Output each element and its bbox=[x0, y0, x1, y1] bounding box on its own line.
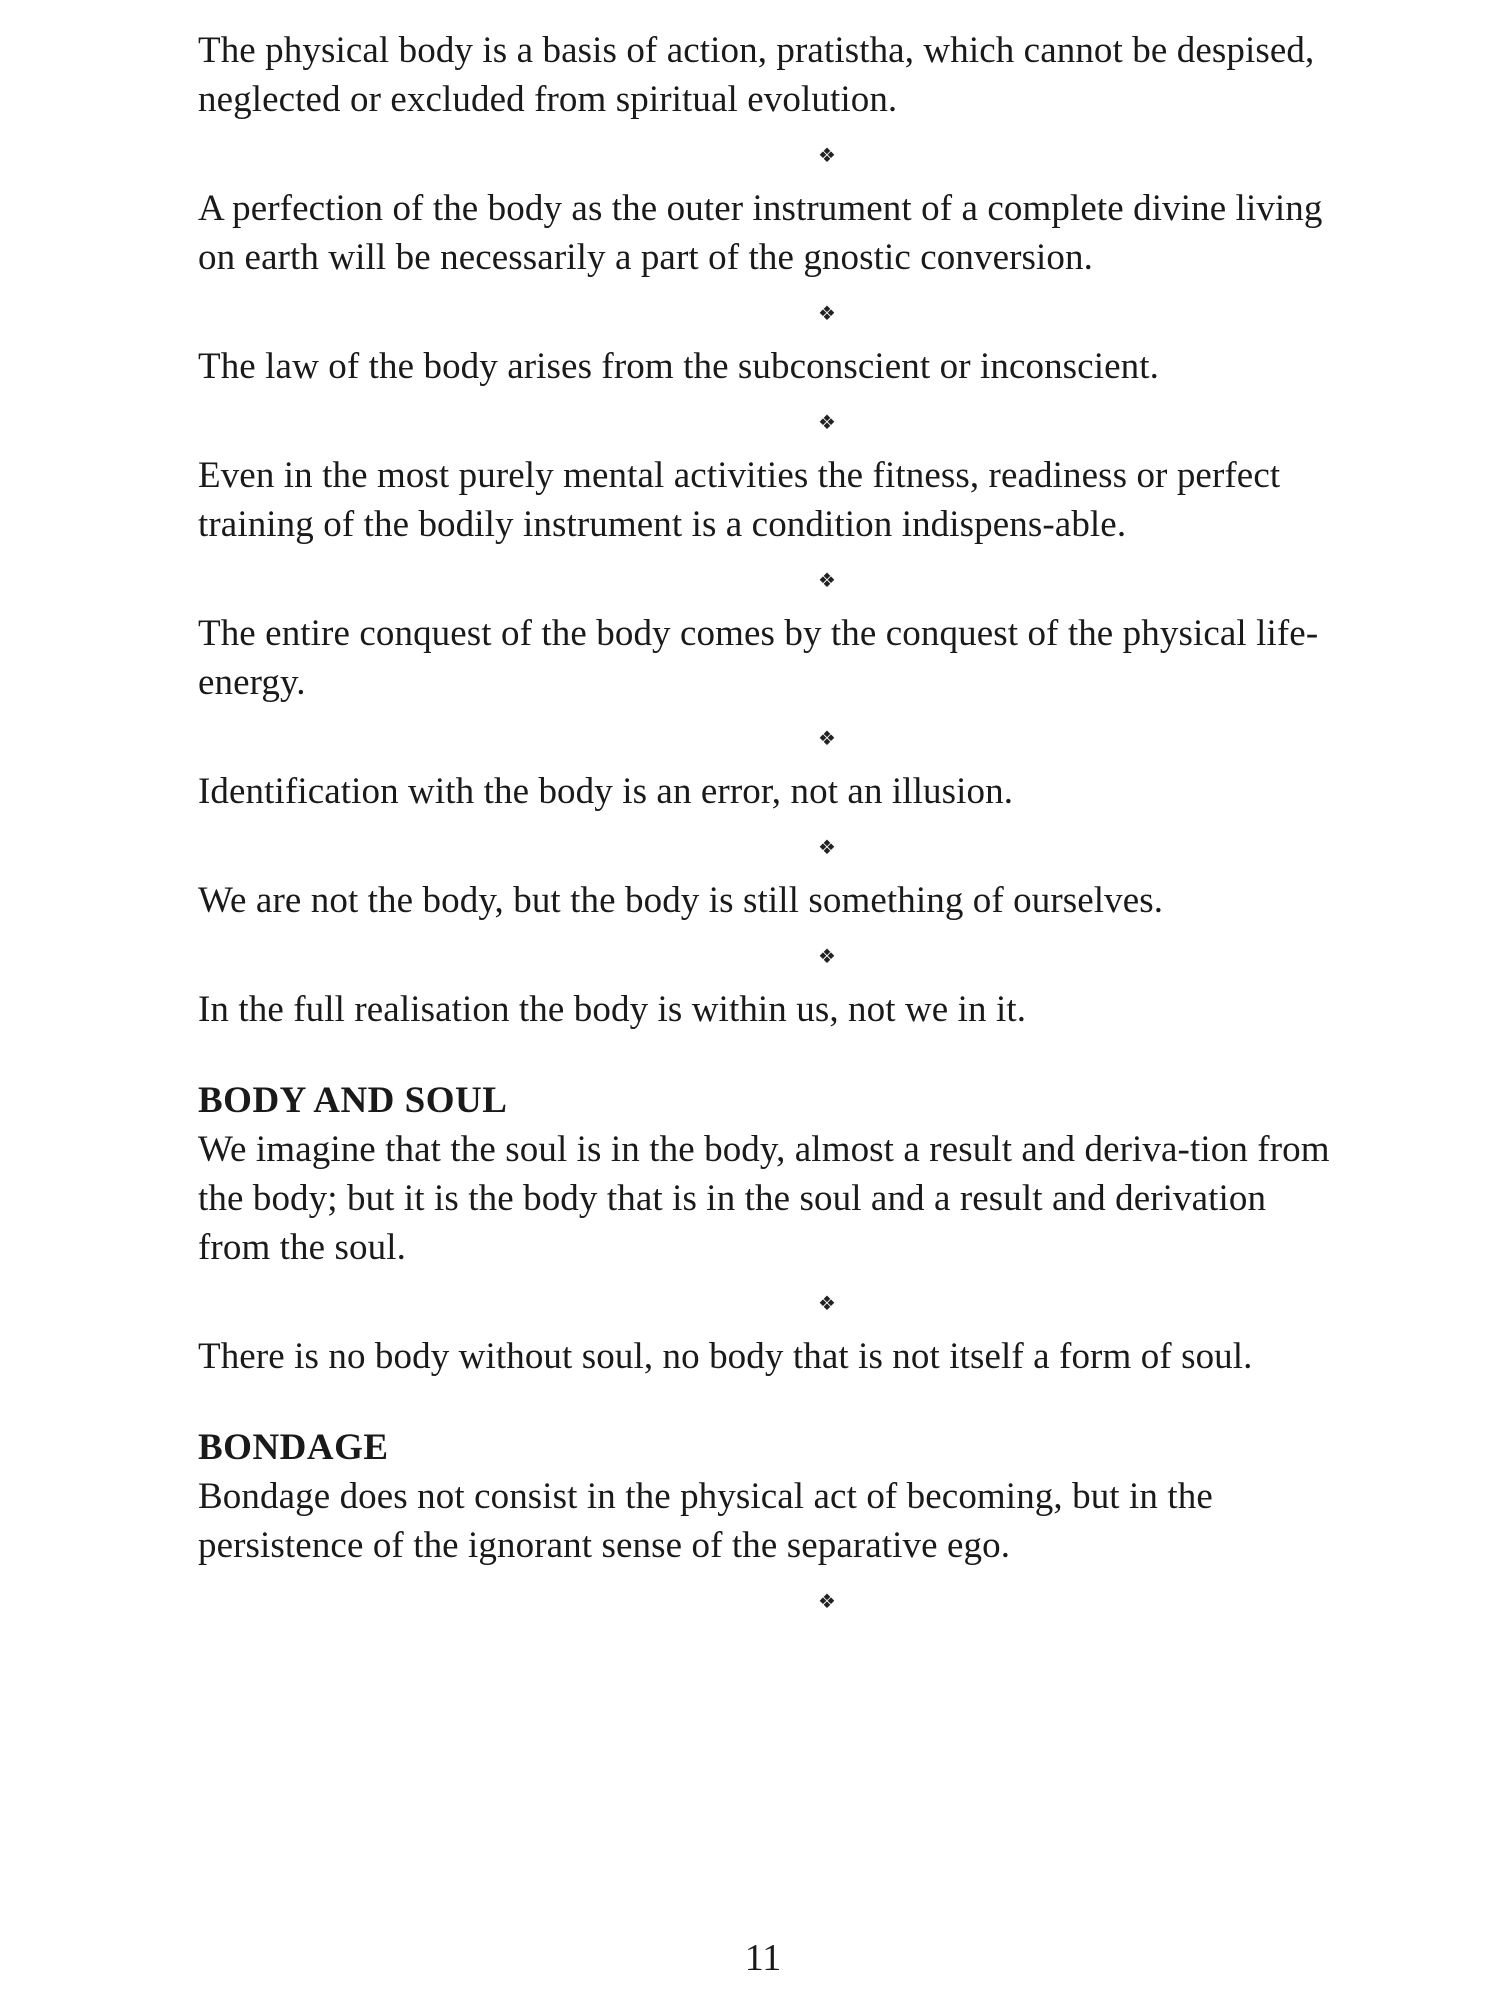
paragraph-soul-in-body: We imagine that the soul is in the body, almost a result and deriva-tion from the body; but it is the body that is in the soul and a result and derivation from the soul. bbox=[198, 1129, 1330, 1268]
separator-ornament-icon: ❖ bbox=[818, 570, 836, 592]
paragraph-no-body-without-soul: There is no body without soul, no body that is not itself a form of soul. bbox=[198, 1336, 1253, 1377]
page-content bbox=[198, 26, 1338, 1630]
paragraph-identification: Identification with the body is an error, not an illusion. bbox=[198, 771, 1014, 812]
separator-ornament-icon: ❖ bbox=[818, 946, 836, 968]
page-number: 11 bbox=[744, 1937, 782, 1979]
paragraph-physical-body-basis: The physical body is a basis of action, pratistha, which cannot be despised, neglected or excluded from spiritual evolution. bbox=[198, 30, 1315, 120]
separator-ornament-icon: ❖ bbox=[818, 145, 836, 167]
separator-ornament-icon: ❖ bbox=[818, 837, 836, 859]
paragraph-perfection-of-body: A perfection of the body as the outer instrument of a complete divine living on earth will be necessarily a part of the gnostic conversion. bbox=[198, 188, 1323, 278]
paragraph-conquest-of-body: The entire conquest of the body comes by the conquest of the physical life-energy. bbox=[198, 613, 1319, 703]
separator-ornament-icon: ❖ bbox=[818, 1591, 836, 1613]
section-heading-bondage: BONDAGE bbox=[198, 1427, 389, 1468]
separator-ornament-icon: ❖ bbox=[818, 728, 836, 750]
section-heading-body-and-soul: BODY AND SOUL bbox=[198, 1080, 508, 1121]
paragraph-not-the-body: We are not the body, but the body is still something of ourselves. bbox=[198, 880, 1164, 921]
separator-ornament-icon: ❖ bbox=[818, 412, 836, 434]
paragraph-law-of-body: The law of the body arises from the subconscient or inconscient. bbox=[198, 346, 1159, 387]
paragraph-bondage: Bondage does not consist in the physical act of becoming, but in the persistence of the ignorant sense of the separative ego. bbox=[198, 1476, 1213, 1566]
separator-ornament-icon: ❖ bbox=[818, 1293, 836, 1315]
separator-ornament-icon: ❖ bbox=[818, 303, 836, 325]
paragraph-mental-activities: Even in the most purely mental activities the fitness, readiness or perfect training of the bodily instrument is a condition indispens-able. bbox=[198, 455, 1281, 545]
paragraph-full-realisation: In the full realisation the body is within us, not we in it. bbox=[198, 989, 1027, 1030]
